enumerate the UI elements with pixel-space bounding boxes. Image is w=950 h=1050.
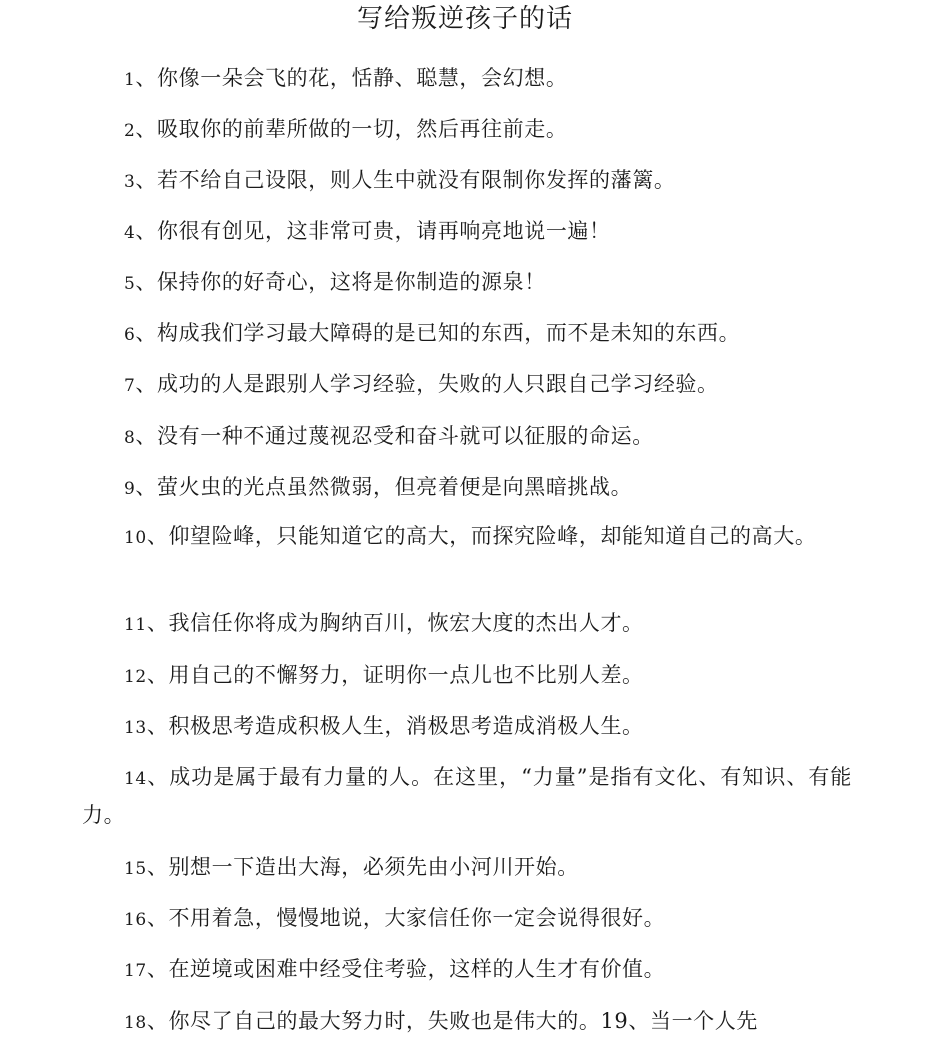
item-text: 、吸取你的前辈所做的一切，然后再往前走。 (135, 117, 568, 141)
item-text: 、没有一种不通过蔑视忍受和奋斗就可以征服的命运。 (135, 424, 654, 448)
list-item (82, 264, 852, 302)
item-text: 、在逆境或困难中经受住考验，这样的人生才有价值。 (146, 957, 666, 981)
item-number: 1 (124, 70, 136, 90)
list-item (82, 111, 852, 149)
item-number: 9 (124, 479, 136, 499)
item-number: 6 (124, 325, 136, 345)
list-item (82, 213, 852, 251)
item-text: 、保持你的好奇心，这将是你制造的源泉！ (135, 270, 546, 294)
item-number: 3 (124, 172, 136, 192)
list-item (82, 162, 852, 200)
item-number: 7 (124, 376, 136, 396)
item-text: 、我信任你将成为胸纳百川，恢宏大度的杰出人才。 (146, 611, 644, 635)
item-text: 、你尽了自己的最大努力时，失败也是伟大的。19、当一个人先 (146, 1009, 758, 1033)
item-number: 12 (124, 667, 147, 687)
item-text: 、你很有创见，这非常可贵，请再响亮地说一遍！ (135, 219, 611, 243)
list-item (82, 605, 852, 643)
item-number: 11 (124, 615, 147, 635)
item-number: 15 (124, 859, 147, 879)
list-item (82, 418, 852, 456)
item-text: 、成功是属于最有力量的人。在这里，“力量”是指有文化、有知识、有能力。 (82, 765, 852, 827)
list-item (82, 951, 852, 989)
list-item (82, 849, 852, 887)
item-text: 、你像一朵会飞的花，恬静、聪慧，会幻想。 (135, 66, 568, 90)
item-text: 、构成我们学习最大障碍的是已知的东西，而不是未知的东西。 (135, 321, 741, 345)
item-text: 、若不给自己设限，则人生中就没有限制你发挥的藩篱。 (135, 168, 676, 192)
list-item (82, 900, 852, 938)
item-number: 8 (124, 428, 136, 448)
list-item (82, 1003, 852, 1041)
item-text: 、萤火虫的光点虽然微弱，但亮着便是向黑暗挑战。 (135, 475, 633, 499)
item-number: 16 (124, 910, 147, 930)
document-title: 写给叛逆孩子的话 (356, 4, 573, 34)
item-text: 、成功的人是跟别人学习经验，失败的人只跟自己学习经验。 (135, 372, 719, 396)
item-number: 10 (124, 528, 147, 548)
list-item (82, 469, 852, 507)
item-number: 13 (124, 718, 147, 738)
list-item (82, 759, 852, 833)
item-text: 、别想一下造出大海，必须先由小河川开始。 (146, 855, 579, 879)
list-item (82, 708, 852, 746)
item-number: 5 (124, 274, 136, 294)
list-item (82, 366, 852, 404)
item-number: 18 (124, 1013, 147, 1033)
list-item (82, 657, 852, 695)
item-number: 4 (124, 223, 136, 243)
item-text: 、积极思考造成积极人生，消极思考造成消极人生。 (146, 714, 644, 738)
item-number: 14 (124, 769, 147, 789)
list-item (82, 60, 852, 98)
item-text: 、用自己的不懈努力，证明你一点儿也不比别人差。 (146, 663, 644, 687)
item-text: 、仰望险峰，只能知道它的高大，而探究险峰，却能知道自己的高大。 (146, 524, 817, 548)
item-number: 2 (124, 121, 136, 141)
item-text: 、不用着急，慢慢地说，大家信任你一定会说得很好。 (146, 906, 666, 930)
list-item (82, 518, 852, 556)
item-number: 17 (124, 961, 147, 981)
list-item (82, 315, 852, 353)
